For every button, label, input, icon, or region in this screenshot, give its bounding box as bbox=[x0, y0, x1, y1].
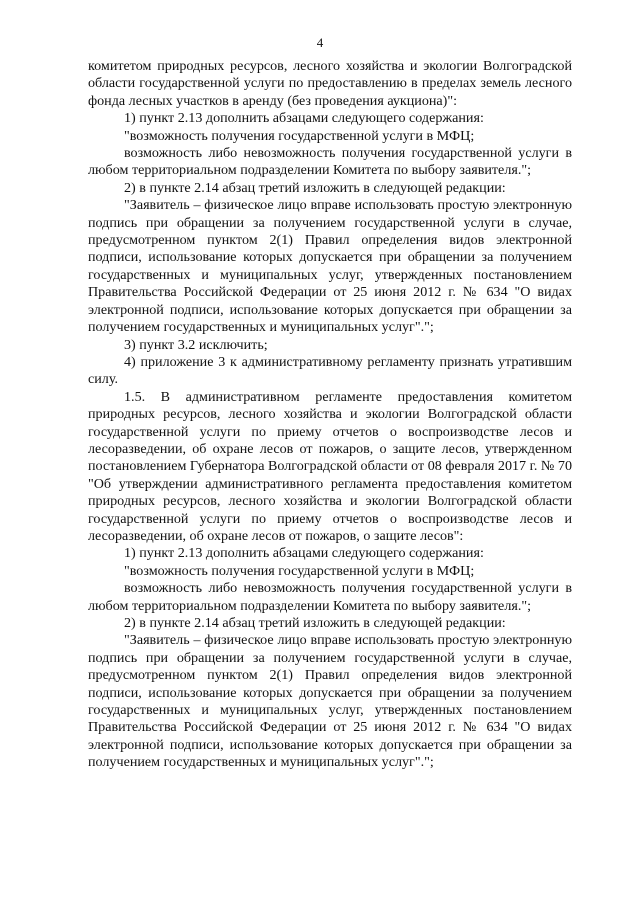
paragraph-item-4: 4) приложение 3 к административному регламенту признать утратившим силу. bbox=[88, 353, 572, 388]
paragraph-quote-mfc: "возможность получения государственной услуги в МФЦ; bbox=[124, 127, 475, 144]
paragraph-item-3: 3) пункт 3.2 исключить; bbox=[124, 336, 268, 353]
paragraph-quote-applicant: "Заявитель – физическое лицо вправе использовать простую электронную подпись при обращении за получением государственной услуги в случае, предусмотренном пунктом 2(1) Правил определения видов электронной подписи, использование которых допускается при обращении за получением государственных и муниципальных услуг, утвержденных постановлением Правительства Российской Федерации от 25 июня 2012 г. № 634 "О видах электронной подписи, использование которых допускается при обращении за получением государственных и муниципальных услуг"."; bbox=[88, 632, 572, 771]
paragraph-quote-territorial: возможность либо невозможность получения государственной услуги в любом территориальном подразделении Комитета по выбору заявителя."; bbox=[88, 580, 572, 614]
paragraph-item-2: 2) в пункте 2.14 абзац третий изложить в следующей редакции: bbox=[124, 615, 506, 631]
paragraph-quote-territorial: возможность либо невозможность получения государственной услуги в любом территориальном подразделении Комитета по выбору заявителя."; bbox=[88, 145, 572, 179]
paragraph-section-1-5: 1.5. В административном регламенте предоставления комитетом природных ресурсов, лесного хозяйства и экологии Волгоградской области государственной услуги по приему отчетов о воспроизводстве лесов и лесоразведении, об охране лесов от пожаров, о защите лесов, утвержденном постановлением Губернатора Волгоградской области от 08 февраля 2017 г. № 70 "Об утверждении административного регламента предоставления комитетом природных ресурсов, лесного хозяйства и экологии Волгоградской области государственной услуги по приему отчетов о воспроизводстве лесов и лесоразведении, об охране лесов от пожаров, о защите лесов": bbox=[88, 388, 572, 544]
paragraph-item-2: 2) в пункте 2.14 абзац третий изложить в следующей редакции: bbox=[124, 179, 506, 196]
paragraph-quote-mfc: "возможность получения государственной услуги в МФЦ; bbox=[124, 562, 475, 579]
page-number: 4 bbox=[316, 35, 324, 50]
paragraph-continuation: комитетом природных ресурсов, лесного хозяйства и экологии Волгоградской области государственной услуги по предоставлению в пределах земель лесного фонда лесных участков в аренду (без проведения аукциона)": bbox=[88, 58, 572, 109]
paragraph-item-1: 1) пункт 2.13 дополнить абзацами следующего содержания: bbox=[124, 110, 484, 127]
paragraph-quote-applicant: "Заявитель – физическое лицо вправе использовать простую электронную подпись при обращении за получением государственной услуги в случае, предусмотренном пунктом 2(1) Правил определения видов электронной подписи, использование которых допускается при обращении за получением государственных и муниципальных услуг, утвержденных постановлением Правительства Российской Федерации от 25 июня 2012 г. № 634 "О видах электронной подписи, использование которых допускается при обращении за получением государственных и муниципальных услуг"."; bbox=[88, 197, 572, 336]
document-body bbox=[88, 58, 572, 772]
paragraph-item-1: 1) пункт 2.13 дополнить абзацами следующего содержания: bbox=[124, 545, 484, 562]
